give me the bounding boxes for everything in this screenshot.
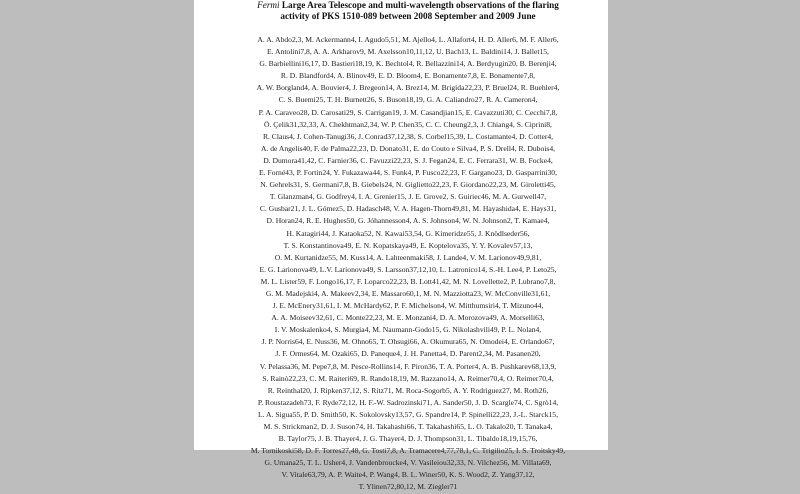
author-line: C. S. Buemi25, T. H. Burnett26, S. Buson18,19, G. A. Caliandro27, R. A. Cameron4,	[278, 95, 538, 105]
author-line: P. A. Caraveo28, D. Carosati29, S. Carrigan19, J. M. Casandjian15, E. Cavazzuti30, C. Cecchi7,8,	[258, 107, 558, 117]
author-line: Ö. Çelik31,32,33, A. Chekhtman2,34, W. P. Chen35, C. C. Cheung2,3, J. Chiang4, S. Ciprini8,	[264, 119, 552, 129]
author-line: P. Roustazadeh73, F. Ryde72,12, H. F.-W. Sadrozinski71, A. Sander50, J. D. Scargle74, C. Sgrò14,	[257, 397, 559, 407]
author-line: M. L. Lister59, F. Longo16,17, F. Loparco22,23, B. Lott41,42, M. N. Lovellette2, P. Lubrano7,8,	[260, 276, 556, 286]
paper-content	[222, 0, 594, 494]
author-line: S. Rainò22,23, C. M. Raiteri69, R. Rando18,19, M. Razzano14, A. Reimer70,4, O. Reimer70,4,	[262, 373, 554, 383]
title-line-1: Large Area Telescope and multi-wavelength observations of the flaring	[281, 0, 559, 10]
author-line: R. Reinthal20, J. Ripken37,12, S. Ritz71, M. Roca-Sogorb5, A. Y. Rodriguez27, M. Roth26,	[267, 385, 549, 395]
author-line: E. Antolini7,8, A. A. Arkharov9, M. Axelsson10,11,12, U. Bach13, L. Baldini14, J. Ballet15,	[267, 47, 549, 57]
author-line: G. M. Madejski4, A. Makeev2,34, E. Massaro60,1, M. N. Mazziotta23, W. McConville31,61,	[265, 288, 551, 298]
author-line: A. de Angelis40, F. de Palma22,23, D. Donato31, E. do Couto e Silva4, P. S. Drell4, R. Dubois4,	[260, 143, 556, 153]
author-line: A. A. Moiseev32,61, C. Monte22,23, M. E. Monzani4, D. A. Morozova49, A. Morselli63,	[271, 313, 545, 323]
author-line: H. Katagiri44, J. Kataoka52, N. Kawai53,54, G. Kimeridze55, J. Knödlseder56,	[286, 228, 530, 238]
author-line: D. Horan24, R. E. Hughes50, G. Jóhannesson4, A. S. Johnson4, W. N. Johnson2, T. Kamae4,	[266, 216, 550, 226]
author-line: J. E. McEnery31,61, I. M. McHardy62, P. F. Michelson4, W. Mitthumsiri4, T. Mizuno44,	[272, 301, 544, 311]
author-line: G. Umana25, T. L. Usher4, J. Vandenbroucke4, V. Vasileiou32,33, N. Vilchez56, M. Villata69,	[264, 458, 552, 468]
author-list	[222, 34, 594, 494]
author-line: R. D. Blandford4, A. Blinov49, E. D. Bloom4, E. Bonamente7,8, E. Bonamente7,8,	[280, 71, 536, 81]
author-line: A. W. Borgland4, A. Bouvier4, J. Bregeon14, A. Brez14, M. Brigida22,23, P. Bruel24, R. Buehler4,	[256, 83, 560, 93]
title-line-2: activity of PKS 1510-089 between 2008 September and 2009 June	[280, 11, 536, 21]
paper-title	[222, 0, 594, 22]
author-line: A. A. Abdo2,3, M. Ackermann4, I. Agudo5,51, M. Ajello4, L. Allafort4, H. D. Aller6, M. F. Aller6,	[257, 35, 559, 44]
author-line: T. Ylinen72,80,12, M. Ziegler71	[358, 482, 458, 492]
author-line: J. P. Norris64, E. Nuss36, M. Ohno65, T. Ohsugi66, A. Okumura65, N. Omodei4, E. Orlando67,	[261, 337, 555, 347]
author-line: E. Forné43, P. Fortin24, Y. Fukazawa44, S. Funk4, P. Fusco22,23, F. Gargano23, D. Gasparrini30,	[259, 168, 557, 178]
author-line: I. V. Moskalenko4, S. Murgia4, M. Naumann-Godo15, G. Nikolashvili49, P. L. Nolan4,	[274, 325, 542, 335]
author-line: M. S. Strickman2, D. J. Suson74, H. Takahashi66, T. Takahashi65, L. O. Takalo20, T. Tanaka4,	[263, 422, 553, 431]
author-line: C. Gusbar21, J. L. Gómez5, D. Hadasch48, V. A. Hagen-Thorn49,81, M. Hayashida4, E. Hays31,	[259, 204, 557, 214]
author-line: O. M. Kurtanidze55, M. Kuss14, A. Lahteenmaki58, J. Lande4, V. M. Larionov49,9,81,	[274, 252, 542, 262]
author-line: V. Pelassa36, M. Pepe7,8, M. Pesce-Rollins14, F. Piron36, T. A. Porter4, A. B. Pushkarev68,13,9,	[259, 361, 557, 371]
title-prefix: Fermi	[257, 0, 280, 10]
author-line: M. Tornikoski58, D. F. Torres27,48, G. Tosti7,8, A. Tramacere4,77,78,1, C. Trigilio25, I. S. Troitsky49,	[250, 446, 566, 456]
author-line: T. Glanzman4, G. Godfrey4, I. A. Grenier15, J. E. Grove2, S. Guiriec46, M. A. Gurwell47,	[269, 192, 547, 202]
author-line: V. Vitale63,79, A. P. Waite4, P. Wang4, B. L. Winer50, K. S. Wood2, Z. Yang37,12,	[281, 470, 535, 480]
author-line: T. S. Konstantinova49, E. N. Kopatskaya49, E. Koptelova35, Y. Y. Kovalev57,13,	[283, 240, 533, 250]
author-line: E. G. Larionova49, L.V. Larionova49, S. Larsson37,12,10, L. Latronico14, S.-H. Lee4, P. Leto25,	[259, 264, 557, 274]
author-line: G. Barbiellini16,17, D. Bastieri18,19, K. Bechtol4, R. Bellazzini14, A. Berdyugin20, B. Berenji4,	[259, 59, 557, 69]
author-line: B. Taylor75, J. B. Thayer4, J. G. Thayer4, D. J. Thompson31, L. Tibaldo18,19,15,76,	[278, 434, 538, 444]
author-line: N. Gehrels31, S. Germani7,8, B. Giebels24, N. Giglietto22,23, F. Giordano22,23, M. Giroletti45,	[260, 180, 556, 190]
author-line: J. F. Ormes64, M. Ozaki65, D. Paneque4, J. H. Panetta4, D. Parent2,34, M. Pasanen20,	[275, 349, 541, 359]
author-line: R. Claus4, J. Cohen-Tanugi36, J. Conrad37,12,38, S. Corbel15,39, L. Costamante4, D. Cotter4,	[262, 131, 554, 141]
author-line: L. A. Sigua55, P. D. Smith50, K. Sokolovsky13,57, G. Spandre14, P. Spinelli22,23, J.-L. Starck15,	[258, 409, 558, 419]
author-line: D. Dumora41,42, C. Farnier36, C. Favuzzi22,23, S. J. Fegan24, E. C. Ferrara31, W. B. Focke4,	[263, 155, 553, 165]
paper-page	[194, 0, 608, 492]
